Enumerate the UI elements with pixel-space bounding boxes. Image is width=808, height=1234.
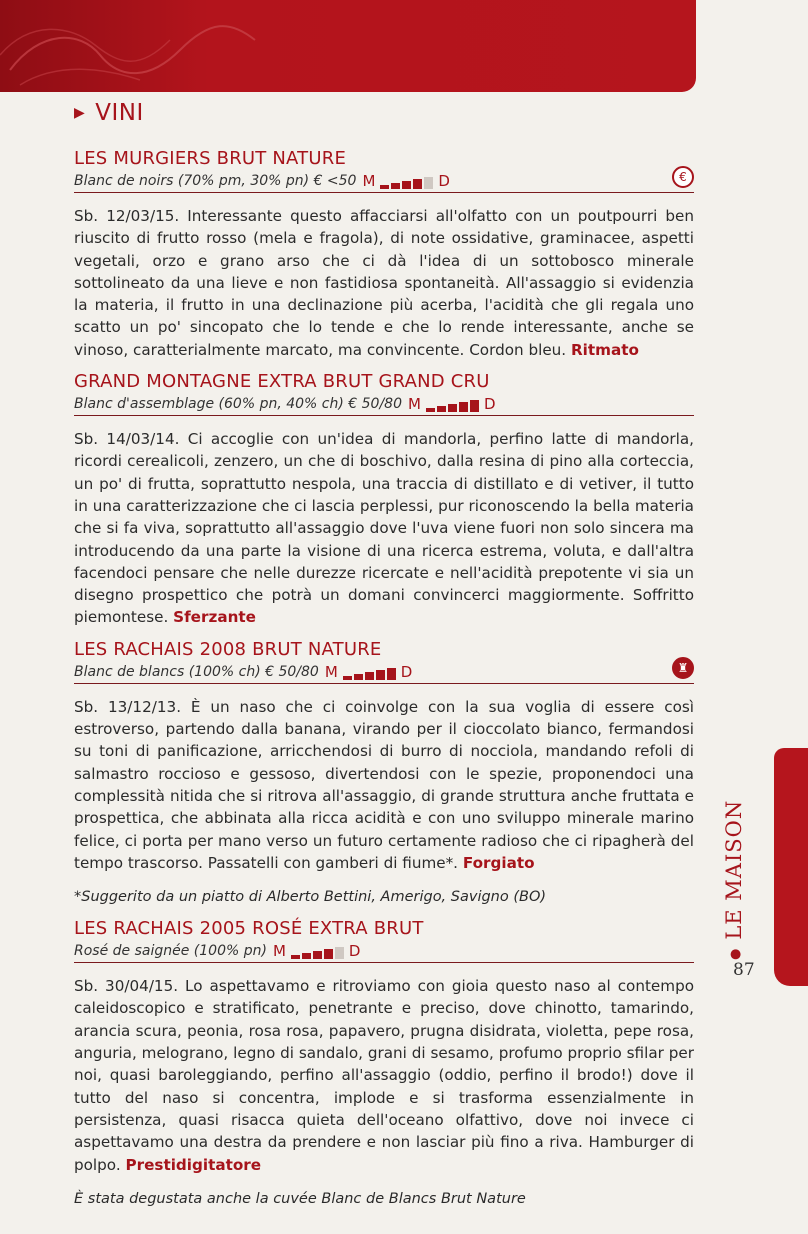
scale-bar [291, 955, 300, 959]
wine-entry [74, 918, 694, 1210]
wine-meta [74, 393, 694, 416]
scale-end: D [438, 172, 450, 190]
scale-bars [343, 668, 396, 680]
wine-meta-text: Blanc de blancs (100% ch) € 50/80 [74, 663, 319, 680]
scale-start: M [324, 662, 338, 681]
wine-name: LES MURGIERS BRUT NATURE [74, 148, 347, 169]
wine-entry [74, 371, 694, 629]
footnote: È stata degustata anche la cuvée Blanc de Blancs Brut Nature [74, 1190, 526, 1207]
scale-start: M [408, 395, 421, 414]
scale-bar [459, 402, 468, 412]
tasting-text: Sb. 12/03/15. Interessante questo affacciarsi all'olfatto con un poutpourri ben riuscito di frutto rosso (mela e fragola), di note ossidative, graminacee, aspetti vegetali, orzo e grano arso che ci dà l'idea di un sottobosco minerale sottolineato da una lieve e non fastidiosa spontaneità. All'assaggio si evidenzia la materia, il frutto in una declinazione più acerba, l'acidità che gli regala uno scatto un po' sincopato che lo tende e che lo rende interessante, anche se vinoso, caratterialmente marcato, ma convincente. Cordon bleu. [74, 207, 694, 359]
scale-bar [413, 179, 422, 189]
wine-entry [74, 639, 694, 908]
side-label-text: LE MAISON [722, 799, 746, 940]
verdict: Prestidigitatore [125, 1155, 262, 1174]
verdict: Sferzante [173, 608, 256, 627]
side-tab [774, 748, 808, 986]
scale-end: D [400, 662, 413, 681]
scale-bar [343, 676, 352, 680]
scale-bars [426, 400, 479, 412]
section-title [74, 100, 144, 126]
tasting-note [74, 428, 694, 629]
scale-bar [324, 949, 333, 959]
wine-meta-text: Blanc d'assemblage (60% pn, 40% ch) € 50/80 [74, 396, 402, 413]
dosage-scale [408, 394, 496, 414]
scale-end: D [483, 395, 496, 414]
scale-bar [426, 408, 435, 412]
wine-list [74, 148, 694, 1210]
wine-name: LES RACHAIS 2005 ROSÉ EXTRA BRUT [74, 918, 424, 940]
scale-bar [470, 400, 479, 412]
bottle-badge-icon: ♜ [672, 657, 694, 679]
wine-name: LES RACHAIS 2008 BRUT NATURE [74, 638, 382, 660]
wine-meta [74, 940, 694, 963]
wine-entry [74, 148, 694, 361]
scale-bar [402, 181, 411, 189]
footnote: *Suggerito da un piatto di Alberto Bettini, Amerigo, Savigno (BO) [74, 889, 547, 906]
section-title-label: VINI [95, 100, 144, 126]
wine-meta-text: Blanc de noirs (70% pm, 30% pn) € <50 [74, 173, 357, 189]
scale-bar [376, 670, 385, 680]
bullet-icon: ● [728, 947, 743, 960]
scale-bar [424, 177, 433, 189]
price-badge-icon: € [672, 166, 694, 188]
tasting-text: Sb. 14/03/14. Ci accoglie con un'idea di mandorla, perfino latte di mandorla, ricordi cerealicoli, zenzero, un che di boschivo, dalla resina di pino alla corteccia, un po' di frutta, soprattutto nespola, una traccia di distillato e di vetiver, il tutto in una caratterizzazione che ci lascia perplessi, pur riconoscendo la bella materia che si fa viva, soprattutto all'assaggio dove l'uva viene fuori non solo sincera ma introducendo da una parte la visione di una ricerca estrema, voluta, e dall'altra facendoci pensare che nelle durezze ricercate e nell'acidità prepotente vi sia un disegno prospettico che potrà un domani convincerci maggiormente. Soffritto piemontese. [74, 430, 694, 627]
wine-meta-text: Rosé de saignée (100% pn) [74, 943, 267, 960]
scale-bar [335, 947, 344, 959]
scale-bar [391, 183, 400, 189]
side-label [722, 799, 746, 960]
triangle-arrow-icon: ▶ [74, 105, 86, 121]
verdict: Forgiato [462, 853, 535, 872]
scale-start: M [362, 172, 376, 190]
tasting-note [74, 205, 694, 361]
wine-meta [74, 661, 694, 684]
scale-bars [291, 947, 344, 959]
tasting-note [74, 975, 694, 1176]
scale-end: D [348, 942, 361, 961]
scale-bar [313, 951, 322, 959]
page-number: 87 [733, 960, 755, 980]
dosage-scale [362, 171, 450, 191]
scale-bar [302, 953, 311, 959]
tasting-text: Sb. 30/04/15. Lo aspettavamo e ritroviamo con gioia questo naso al contempo caleidoscopico e stratificato, penetrante e preciso, dove chinotto, tamarindo, arancia scura, peonia, rosa rosa, papavero, prugna disidrata, violetta, pepe rosa, anguria, melograno, legno di sandalo, grani di sesamo, profumo proprio sfilar per noi, quasi baroleggiando, perfino all'assaggio (oddio, perfino il brodo!) dove il tutto del naso si concentra, implode e si trasforma essenzialmente in persistenza, quasi risacca quieta dell'oceano olfattivo, dove noi invece ci aspettavamo una destra da prendere e non lasciar più fino a riva. Hamburger di polpo. [74, 977, 694, 1174]
wine-name: GRAND MONTAGNE EXTRA BRUT GRAND CRU [74, 371, 490, 393]
verdict: Ritmato [570, 340, 639, 359]
decorative-swirl-icon [0, 0, 260, 92]
scale-bars [380, 177, 433, 189]
scale-bar [365, 672, 374, 680]
tasting-text: Sb. 13/12/13. È un naso che ci coinvolge con la sua voglia di essere così estroverso, partendo dalla banana, virando per il cioccolato bianco, fermandosi su toni di panificazione, arricchendosi di burro di nocciola, mandando refoli di salmastro roccioso e gessoso, divertendosi con le spezie, proponendoci una complessità nitida che si ritrova all'assaggio, di grande struttura anche fruttata e prospettica, che abbinata alla ricca acidità e con uno sviluppo minerale marino felice, ci porta per mano verso un futuro certamente radioso che ci ripagherà del tempo trascorso. Passatelli con gamberi di fiume*. [74, 697, 694, 872]
dosage-scale [273, 941, 361, 961]
wine-meta [74, 170, 694, 193]
scale-bar [387, 668, 396, 680]
scale-bar [437, 406, 446, 412]
scale-start: M [272, 942, 286, 961]
scale-bar [448, 404, 457, 412]
tasting-note [74, 696, 694, 874]
scale-bar [354, 674, 363, 680]
header-band [0, 0, 696, 92]
scale-bar [380, 185, 389, 189]
dosage-scale [325, 662, 413, 682]
